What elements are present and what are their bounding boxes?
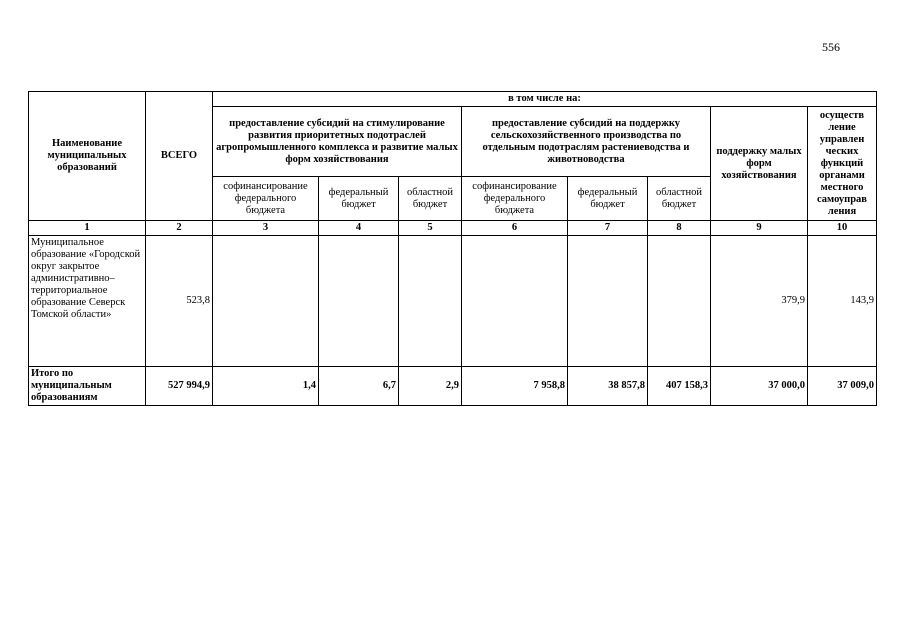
total-row-label: Итого по муниципальным образованиям [29, 367, 146, 406]
cell-value [319, 236, 399, 367]
cell-value [462, 236, 568, 367]
total-value: 37 000,0 [711, 367, 808, 406]
column-number-row [29, 221, 877, 236]
header-group-priority-subsectors: предоставление субсидий на стимулирование развития приоритетных подотраслей агропромышленного комплекса и развитие малых форм хозяйствования [213, 107, 462, 177]
header-sub-cofinancing-1: софинансирование федерального бюджета [213, 177, 319, 221]
column-number: 9 [711, 221, 808, 236]
total-value: 1,4 [213, 367, 319, 406]
column-number: 2 [146, 221, 213, 236]
header-sub-regional-2: областной бюджет [648, 177, 711, 221]
cell-value [648, 236, 711, 367]
header-name: Наименование муниципальных образований [29, 92, 146, 221]
total-value: 2,9 [399, 367, 462, 406]
cell-value [213, 236, 319, 367]
cell-value: 143,9 [808, 236, 877, 367]
subsidies-table [28, 91, 877, 406]
header-sub-federal-2: федеральный бюджет [568, 177, 648, 221]
column-number: 3 [213, 221, 319, 236]
header-including: в том числе на: [213, 92, 877, 107]
total-value: 527 994,9 [146, 367, 213, 406]
total-value: 6,7 [319, 367, 399, 406]
header-sub-federal-1: федеральный бюджет [319, 177, 399, 221]
header-group-crop-livestock: предоставление субсидий на поддержку сельскохозяйственного производства по отдельным подотраслям растениеводства и животноводства [462, 107, 711, 177]
cell-value: 379,9 [711, 236, 808, 367]
column-number: 4 [319, 221, 399, 236]
column-number: 10 [808, 221, 877, 236]
column-number: 8 [648, 221, 711, 236]
column-number: 7 [568, 221, 648, 236]
column-number: 1 [29, 221, 146, 236]
table-row [29, 236, 877, 367]
total-value: 407 158,3 [648, 367, 711, 406]
page-number: 556 [822, 40, 840, 54]
column-number: 6 [462, 221, 568, 236]
header-total: ВСЕГО [146, 92, 213, 221]
total-value: 37 009,0 [808, 367, 877, 406]
header-sub-regional-1: областной бюджет [399, 177, 462, 221]
total-value: 7 958,8 [462, 367, 568, 406]
cell-value [399, 236, 462, 367]
total-value: 38 857,8 [568, 367, 648, 406]
header-sub-cofinancing-2: софинансирование федерального бюджета [462, 177, 568, 221]
header-local-government: осуществ ление управлен ческих функций органами местного самоуправ ления [808, 107, 877, 221]
header-small-forms: поддержку малых форм хозяйствования [711, 107, 808, 221]
total-row [29, 367, 877, 406]
cell-total: 523,8 [146, 236, 213, 367]
column-number: 5 [399, 221, 462, 236]
row-name: Муниципальное образование «Городской округ закрытое административно–территориальное образование Северск Томской области» [29, 236, 146, 367]
cell-value [568, 236, 648, 367]
